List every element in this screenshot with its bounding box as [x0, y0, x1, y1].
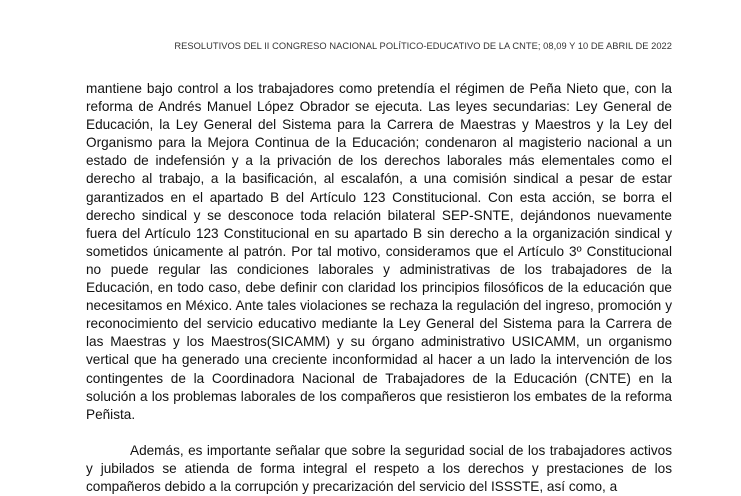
paragraph-1: mantiene bajo control a los trabajadores como pretendía el régimen de Peña Nieto que, con la reforma de Andrés Manuel López Obrador se ejecuta. Las leyes secundarias: Ley General de Educación, la Ley General del Sistema para la Carrera de Maestras y Maestros y la Ley del Organismo para la Mejora Continua de la Educación; condenaron al magisterio nacional a un estado de indefensión y a la privación de los derechos laborales más elementales como el derecho al trabajo, a la basificación, al escalafón, a una comisión sindical a pesar de estar garantizados en el apartado B del Artículo 123 Constitucional. Con esta acción, se borra el derecho sindical y se desconoce toda relación bilateral SEP-SNTE, dejándonos nuevamente fuera del Artículo 123 Constitucional en su apartado B sin derecho a la organización sindical y sometidos únicamente al patrón. Por tal motivo, consideramos que el Artículo 3º Constitucional no puede regular las condiciones laborales y administrativas de los trabajadores de la Educación, en todo caso, debe definir con claridad los principios filosóficos de la educación que necesitamos en México. Ante tales violaciones se rechaza la regulación del ingreso, promoción y reconocimiento del servicio educativo mediante la Ley General del Sistema para la Carrera de las Maestras y los Maestros(SICAMM) y su órgano administrativo USICAMM, un organismo vertical que ha generado una creciente inconformidad al hacer a un lado la intervención de los contingentes de la Coordinadora Nacional de Trabajadores de la Educación (CNTE) en la solución a los problemas laborales de los compañeros que resistieron los embates de la reforma Peñista.	[86, 81, 672, 422]
document-body	[86, 80, 672, 496]
page-header: RESOLUTIVOS DEL II CONGRESO NACIONAL POLÍTICO-EDUCATIVO DE LA CNTE; 08,09 Y 10 DE ABRIL DE 2022	[174, 41, 672, 51]
paragraph-2: Además, es importante señalar que sobre la seguridad social de los trabajadores activos y jubilados se atienda de forma integral el respeto a los derechos y prestaciones de los compañeros debido a la corrupción y precarización del servicio del ISSSTE, así como, a	[86, 442, 672, 494]
